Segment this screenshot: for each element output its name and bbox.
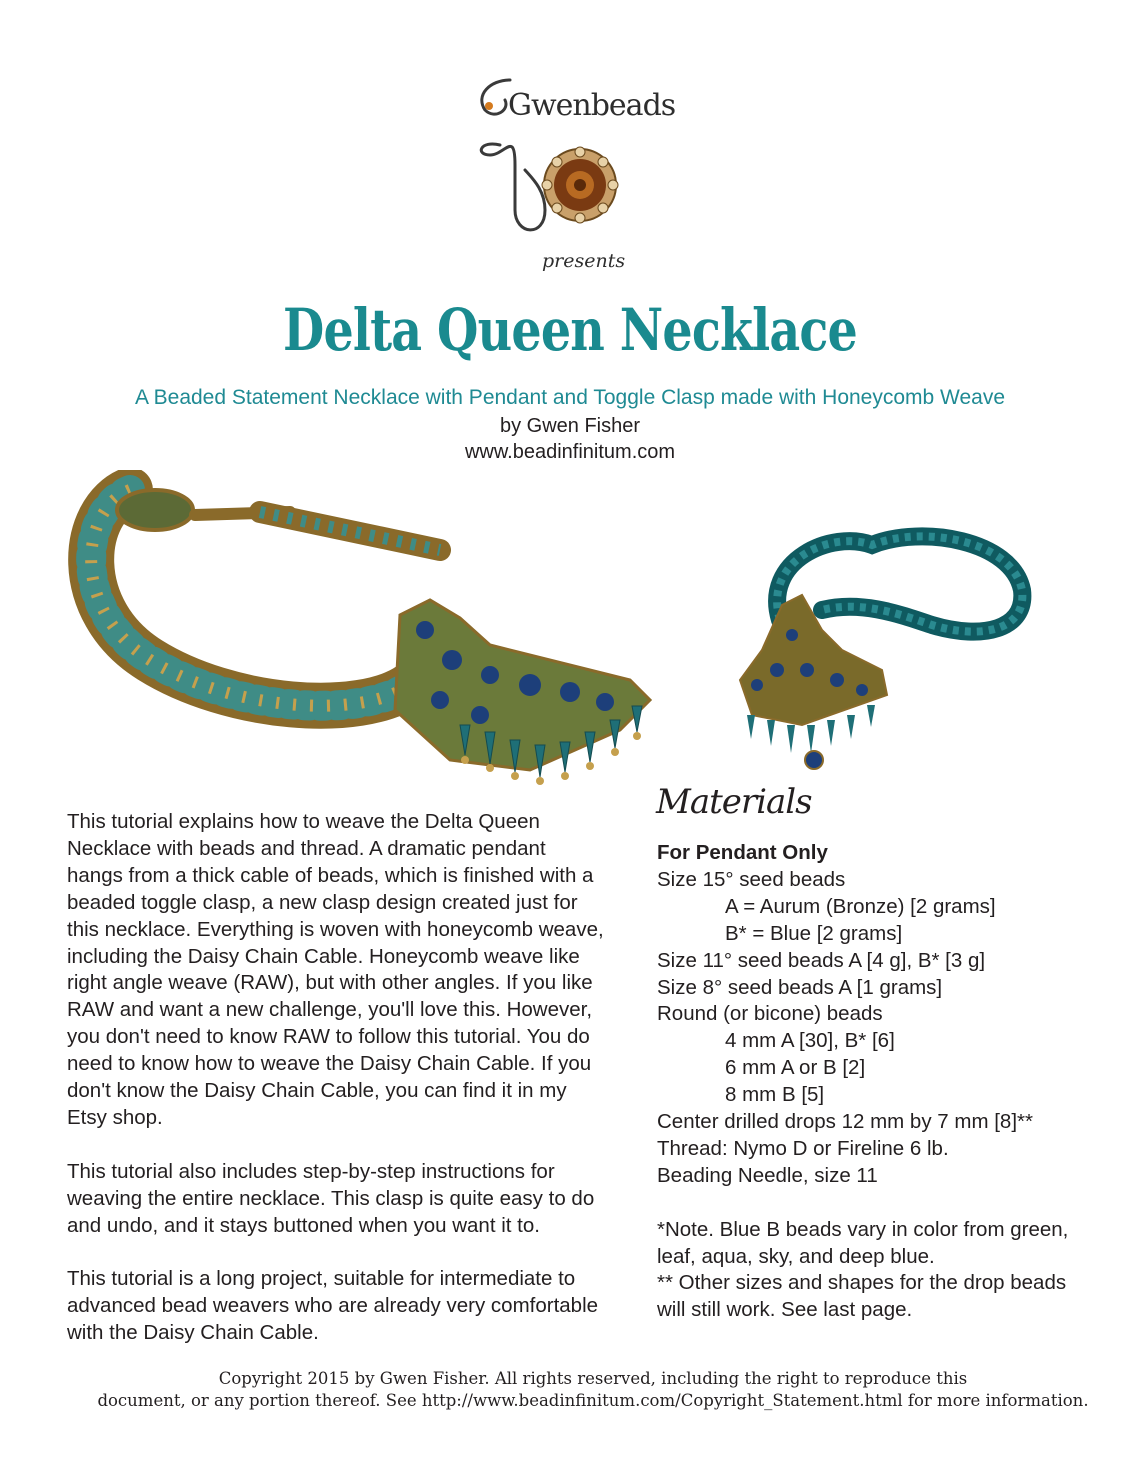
copyright-footer	[0, 1368, 1140, 1412]
spacer	[657, 1190, 1097, 1217]
gwenbeads-logo	[470, 70, 676, 285]
materials-heading: Materials	[656, 782, 812, 822]
intro-paragraph: This tutorial also includes step-by-step instructions for weaving the entire necklace. This clasp is quite easy to do and undo, and it stays buttoned when you want it to.	[67, 1159, 595, 1237]
intro-text	[67, 809, 607, 1374]
materials-line: A = Aurum (Bronze) [2 grams]	[725, 894, 996, 918]
materials-line: Size 11° seed beads A [4 g], B* [3 g]	[657, 948, 986, 972]
materials-section-title: For Pendant Only	[657, 841, 828, 864]
materials-line: 4 mm A [30], B* [6]	[725, 1029, 895, 1053]
materials-note: will still work. See last page.	[657, 1298, 913, 1322]
copyright-line: Copyright 2015 by Gwen Fisher. All rights reserved, including the right to reproduce this	[218, 1369, 968, 1388]
author-line: by Gwen Fisher	[499, 415, 641, 437]
website-link[interactable]: www.beadinfinitum.com	[464, 441, 676, 463]
beaded-necklace-with-toggle-clasp-photo	[60, 470, 660, 790]
materials-list	[657, 840, 1097, 1324]
materials-line: Round (or bicone) beads	[657, 1002, 883, 1026]
materials-line: 6 mm A or B [2]	[725, 1056, 866, 1080]
materials-line: Size 8° seed beads A [1 grams]	[657, 975, 943, 999]
intro-paragraph: This tutorial is a long project, suitable for intermediate to advanced bead weavers who are already very comfortable with the Daisy Chain Cable.	[67, 1267, 599, 1345]
pendant-on-twisted-cord-photo	[722, 520, 1042, 780]
materials-line: 8 mm B [5]	[725, 1083, 825, 1107]
materials-note: ** Other sizes and shapes for the drop beads	[657, 1271, 1067, 1295]
materials-line: Center drilled drops 12 mm by 7 mm [8]**	[657, 1110, 1033, 1134]
materials-note: leaf, aqua, sky, and deep blue.	[657, 1244, 935, 1268]
page-title: Delta Queen Necklace	[283, 296, 857, 364]
materials-line: Size 15° seed beads	[657, 867, 846, 891]
intro-paragraph: This tutorial explains how to weave the Delta Queen Necklace with beads and thread. A dramatic pendant hangs from a thick cable of beads, which is finished with a beaded toggle clasp, a new clasp design created just for this necklace. Everything is woven with honeycomb weave, including the Daisy Chain Cable. Honeycomb weave like right angle weave (RAW), but with other angles. If you like RAW and want a new challenge, you'll love this. However, you don't need to know RAW to follow this tutorial. You do need to know how to weave the Daisy Chain Cable. If you don't know the Daisy Chain Cable, you can find it in my Etsy shop.	[67, 810, 604, 1129]
materials-line: Thread: Nymo D or Fireline 6 lb.	[657, 1136, 949, 1160]
materials-line: B* = Blue [2 grams]	[725, 921, 903, 945]
materials-note: *Note. Blue B beads vary in color from green,	[657, 1217, 1069, 1241]
logo-tagline: presents	[542, 250, 626, 272]
logo-brand: Gwenbeads	[508, 88, 676, 123]
materials-line: Beading Needle, size 11	[657, 1163, 878, 1187]
subtitle: A Beaded Statement Necklace with Pendant and Toggle Clasp made with Honeycomb Weave	[134, 386, 1006, 409]
copyright-line: document, or any portion thereof. See http://www.beadinfinitum.com/Copyright_Statement.html for more information.	[97, 1391, 1089, 1410]
